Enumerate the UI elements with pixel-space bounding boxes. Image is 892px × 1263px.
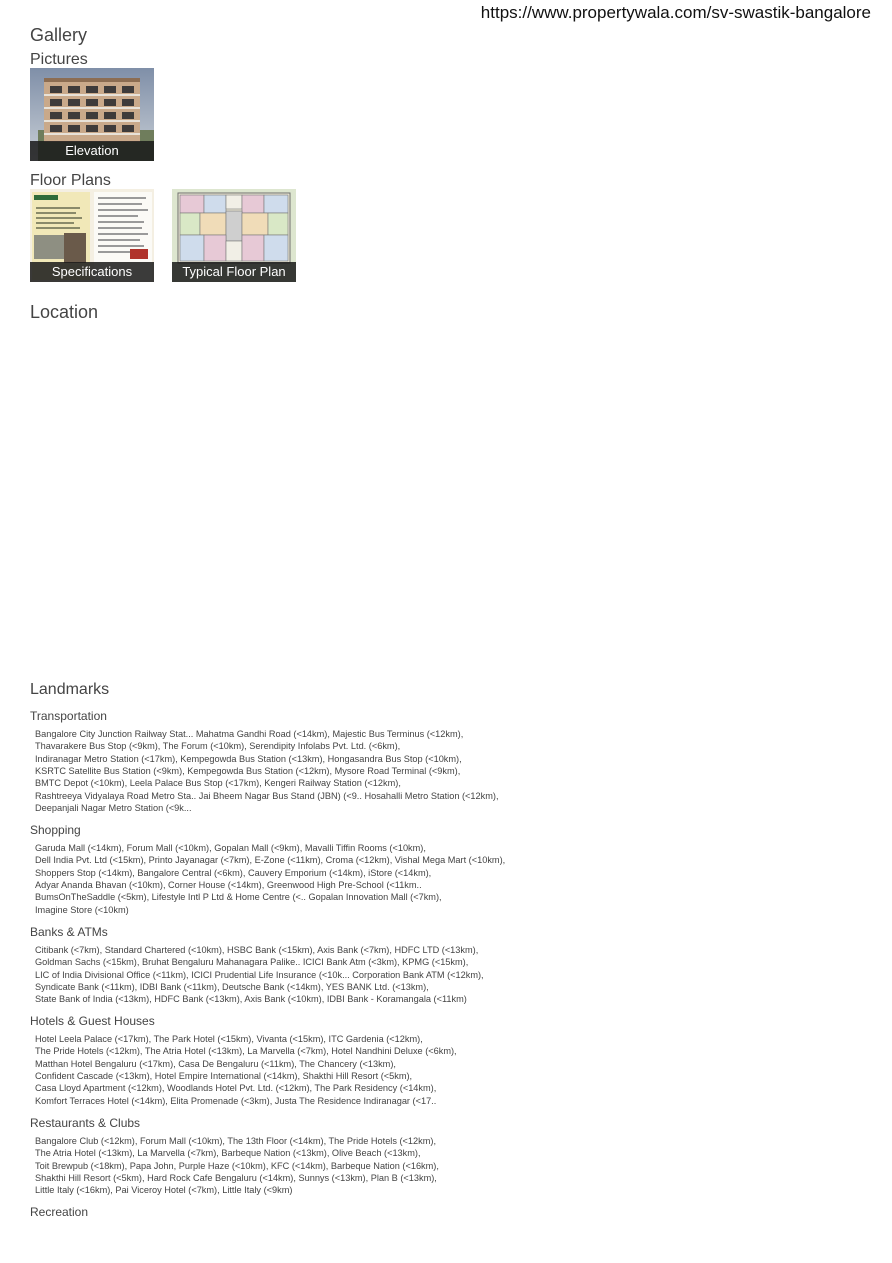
landmark-line: BMTC Depot (<10km), Leela Palace Bus Stop (<17km), Kengeri Railway Station (<12km), bbox=[35, 778, 401, 789]
landmark-line: Shoppers Stop (<14km), Bangalore Central (<6km), Cauvery Emporium (<14km), iStore (<14km), bbox=[35, 867, 432, 878]
landmark-line: Dell India Pvt. Ltd (<15km), Printo Jayanagar (<7km), E-Zone (<11km), Croma (<12km), Vishal Mega Mart (<10km), bbox=[35, 855, 506, 866]
pictures-heading: Pictures bbox=[30, 51, 88, 68]
category-list-shopping bbox=[35, 842, 505, 916]
specifications-thumbnail[interactable] bbox=[30, 189, 154, 282]
location-heading: Location bbox=[30, 302, 99, 322]
specifications-caption: Specifications bbox=[30, 262, 154, 282]
category-title-transportation: Transportation bbox=[30, 709, 107, 723]
category-list-banks-atms bbox=[35, 944, 484, 1006]
landmark-line: Komfort Terraces Hotel (<14km), Elita Promenade (<3km), Justa The Residence Indiranagar (<17.. bbox=[35, 1095, 437, 1106]
gallery-heading: Gallery bbox=[30, 25, 88, 45]
landmark-line: Shakthi Hill Resort (<5km), Hard Rock Cafe Bengaluru (<14km), Sunnys (<13km), Plan B (<13km), bbox=[35, 1173, 437, 1184]
landmark-line: LIC of India Divisional Office (<11km), ICICI Prudential Life Insurance (<10k... Corporation Bank ATM (<12km), bbox=[35, 969, 484, 980]
landmarks-heading: Landmarks bbox=[30, 681, 110, 698]
category-list-transportation bbox=[35, 728, 499, 814]
landmark-line: Garuda Mall (<14km), Forum Mall (<10km), Gopalan Mall (<9km), Mavalli Tiffin Rooms (<10km), bbox=[35, 843, 426, 853]
landmark-line: Confident Cascade (<13km), Hotel Empire International (<14km), Shakthi Hill Resort (<5km), bbox=[35, 1071, 413, 1082]
landmark-line: Citibank (<7km), Standard Chartered (<10km), HSBC Bank (<15km), Axis Bank (<7km), HDFC LTD (<13km), bbox=[35, 945, 479, 955]
landmark-line: Bangalore City Junction Railway Stat... Mahatma Gandhi Road (<14km), Majestic Bus Terminus (<12km), bbox=[35, 729, 464, 739]
landmark-line: Indiranagar Metro Station (<17km), Kempegowda Bus Station (<13km), Hongasandra Bus Stop (<10km), bbox=[35, 753, 462, 764]
location-map[interactable] bbox=[30, 330, 862, 670]
landmark-line: The Pride Hotels (<12km), The Atria Hotel (<13km), La Marvella (<7km), Hotel Nandhini Deluxe (<6km), bbox=[35, 1046, 457, 1057]
landmark-line: Toit Brewpub (<18km), Papa John, Purple Haze (<10km), KFC (<14km), Barbeque Nation (<16km), bbox=[35, 1160, 439, 1171]
page-url: https://www.propertywala.com/sv-swastik-bangalore bbox=[480, 3, 871, 22]
landmark-line: Imagine Store (<10km) bbox=[35, 904, 129, 915]
landmark-line: Syndicate Bank (<11km), IDBI Bank (<11km), Deutsche Bank (<14km), YES BANK Ltd. (<13km), bbox=[35, 982, 429, 993]
elevation-caption: Elevation bbox=[30, 141, 154, 161]
landmark-line: Little Italy (<16km), Pai Viceroy Hotel (<7km), Little Italy (<9km) bbox=[35, 1185, 293, 1196]
category-title-shopping: Shopping bbox=[30, 823, 81, 837]
landmark-line: BumsOnTheSaddle (<5km), Lifestyle Intl P Ltd & Home Centre (<.. Gopalan Innovation Mall (<7km), bbox=[35, 892, 442, 903]
typical-floor-plan-thumbnail[interactable] bbox=[172, 189, 296, 282]
landmark-line: Hotel Leela Palace (<17km), The Park Hotel (<15km), Vivanta (<15km), ITC Gardenia (<12km), bbox=[35, 1034, 423, 1044]
category-list-hotels bbox=[35, 1033, 457, 1107]
landmark-line: The Atria Hotel (<13km), La Marvella (<7km), Barbeque Nation (<13km), Olive Beach (<13km), bbox=[35, 1148, 421, 1159]
landmark-line: Bangalore Club (<12km), Forum Mall (<10km), The 13th Floor (<14km), The Pride Hotels (<12km), bbox=[35, 1136, 437, 1146]
category-title-banks-atms: Banks & ATMs bbox=[30, 925, 108, 939]
typical-floor-plan-caption: Typical Floor Plan bbox=[172, 262, 296, 282]
landmark-line: Deepanjali Nagar Metro Station (<9k... bbox=[35, 803, 192, 814]
landmark-line: Casa Lloyd Apartment (<12km), Woodlands Hotel Pvt. Ltd. (<12km), The Park Residency (<14km), bbox=[35, 1083, 437, 1094]
category-title-hotels: Hotels & Guest Houses bbox=[30, 1014, 155, 1028]
category-list-restaurants bbox=[35, 1135, 439, 1197]
landmark-line: KSRTC Satellite Bus Station (<9km), Kempegowda Bus Station (<12km), Mysore Road Terminal (<9km), bbox=[35, 766, 461, 777]
landmark-line: State Bank of India (<13km), HDFC Bank (<13km), Axis Bank (<10km), IDBI Bank - Koramangala (<11km) bbox=[35, 994, 467, 1005]
category-title-restaurants: Restaurants & Clubs bbox=[30, 1116, 141, 1130]
elevation-thumbnail[interactable] bbox=[30, 68, 154, 161]
landmark-line: Goldman Sachs (<15km), Bruhat Bengaluru Mahanagara Palike.. ICICI Bank Atm (<3km), KPMG (<15km), bbox=[35, 957, 469, 968]
floor-plans-heading: Floor Plans bbox=[30, 172, 111, 189]
landmark-line: Matthan Hotel Bengaluru (<17km), Casa De Bengaluru (<11km), The Chancery (<13km), bbox=[35, 1058, 396, 1069]
landmark-line: Adyar Ananda Bhavan (<10km), Corner House (<14km), Greenwood High Pre-School (<11km.. bbox=[35, 880, 422, 891]
landmark-line: Thavarakere Bus Stop (<9km), The Forum (<10km), Serendipity Infolabs Pvt. Ltd. (<6km), bbox=[35, 741, 401, 752]
category-title-recreation: Recreation bbox=[30, 1205, 89, 1219]
landmark-line: Rashtreeya Vidyalaya Road Metro Sta.. Jai Bheem Nagar Bus Stand (JBN) (<9.. Hosahalli Metro Station (<12km), bbox=[35, 790, 499, 801]
